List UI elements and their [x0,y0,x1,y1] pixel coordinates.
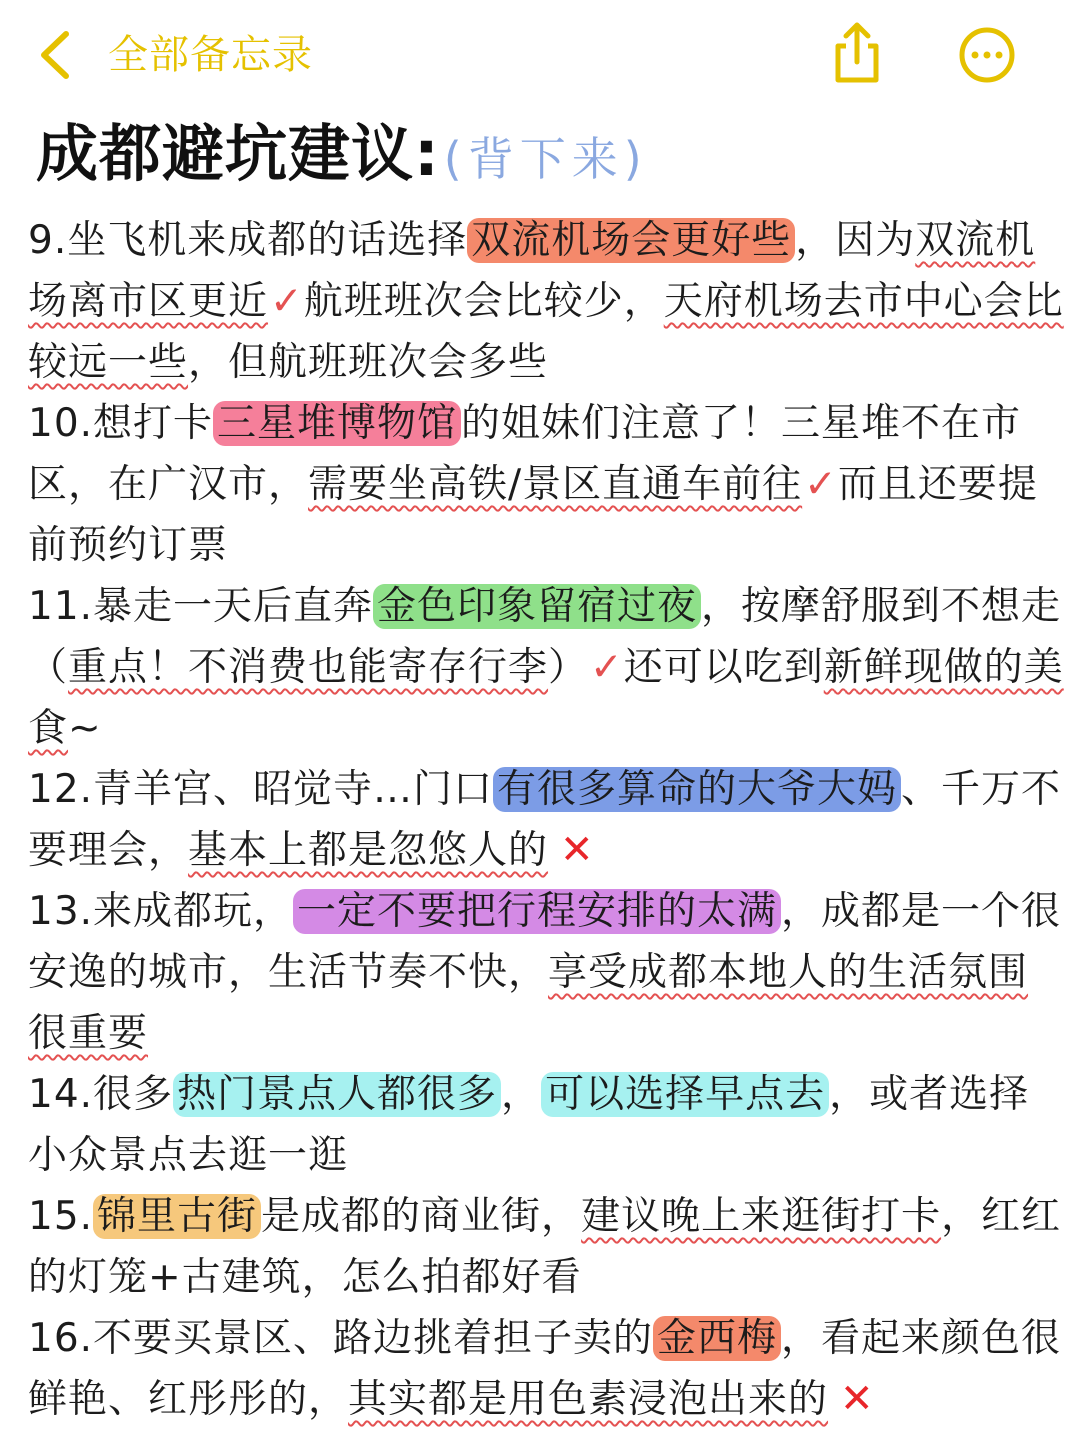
body-text: ，红红的灯笼+古建筑，怎么拍都好看 [28,1194,1062,1300]
body-text: 15. [28,1194,94,1239]
underlined-text: 基本上都是忽悠人的 [188,828,549,873]
more-icon[interactable] [958,26,1016,84]
note-paragraph [28,576,1064,759]
body-text: ，因为 [795,218,916,263]
body-text: 16.不要买景区、路边挑着担子卖的 [28,1316,654,1361]
highlighted-text: 金西梅 [653,1316,781,1361]
body-text: ，看起来颜色很鲜艳、红彤彤的， [28,1316,1062,1422]
body-text: 的姐妹们注意了！三星堆不在市区，在广汉市， [28,401,1022,507]
body-text: 11.暴走一天后直奔 [28,584,374,629]
body-text: 13.来成都玩， [28,889,294,934]
underlined-text: 重点！不消费也能寄存行李 [68,645,549,690]
note-paragraph [28,1186,1064,1308]
note-body[interactable] [28,210,1064,1430]
body-text: 14.很多 [28,1072,174,1117]
body-text: 10.想打卡 [28,401,214,446]
underlined-text: 新鲜现做的美食 [28,645,1064,751]
underlined-text: 需要坐高铁/景区直通车前往 [308,462,803,507]
note-paragraph [28,759,1064,881]
highlighted-text: 金色印象留宿过夜 [373,584,701,629]
body-text: ，但航班班次会多些 [188,340,549,385]
note-title-annotation: (背下来) [443,132,648,186]
body-text: ，成都是一个很安逸的城市，生活节奏不快， [28,889,1062,995]
body-text: 9.坐飞机来成都的话选择 [28,218,468,263]
highlighted-text: 三星堆博物馆 [213,401,461,446]
checkmark-icon: ✓ [590,645,624,690]
chevron-left-icon[interactable] [36,30,76,80]
note-title: 成都避坑建议: [36,117,440,190]
note-paragraph [28,393,1064,576]
share-icon[interactable] [828,22,886,84]
highlighted-text: 一定不要把行程安排的太满 [293,889,781,934]
cross-mark-icon: ✕ [560,827,595,873]
underlined-text: 享受成都本地人的生活氛围很重要 [28,950,1029,1056]
body-text: ） [548,645,589,690]
body-text: 航班班次会比较少， [303,279,664,324]
body-text: ，按摩舒服到不想走（ [28,584,1062,690]
underlined-text: 其实都是用色素浸泡出来的 [348,1377,829,1422]
highlighted-text: 锦里古街 [93,1194,261,1239]
back-button-label[interactable]: 全部备忘录 [108,32,313,78]
note-title-row [36,112,1046,202]
body-text: 还可以吃到 [623,645,824,690]
note-paragraph [28,1308,1064,1430]
highlighted-text: 可以选择早点去 [541,1072,829,1117]
checkmark-icon: ✓ [804,462,838,507]
body-text: ~ [68,706,102,751]
body-text: 而且还要提前预约订票 [28,462,1038,568]
navigation-bar [0,0,1080,110]
highlighted-text: 热门景点人都很多 [173,1072,501,1117]
highlighted-text: 有很多算命的大爷大妈 [493,767,901,812]
cross-mark-icon: ✕ [840,1376,875,1422]
body-text: ， [501,1072,542,1117]
underlined-text: 双流机场离市区更近 [28,218,1036,324]
body-text: 、千万不要理会， [28,767,1062,873]
highlighted-text: 双流机场会更好些 [467,218,795,263]
checkmark-icon: ✓ [270,279,304,324]
underlined-text: 天府机场去市中心会比较远一些 [28,279,1064,385]
note-paragraph [28,210,1064,393]
body-text: ，或者选择小众景点去逛一逛 [28,1072,1030,1178]
note-paragraph [28,881,1064,1064]
body-text: 是成都的商业街， [261,1194,582,1239]
underlined-text: 建议晚上来逛街打卡 [581,1194,942,1239]
note-paragraph [28,1064,1064,1186]
body-text: 12.青羊宫、昭觉寺…门口 [28,767,494,812]
